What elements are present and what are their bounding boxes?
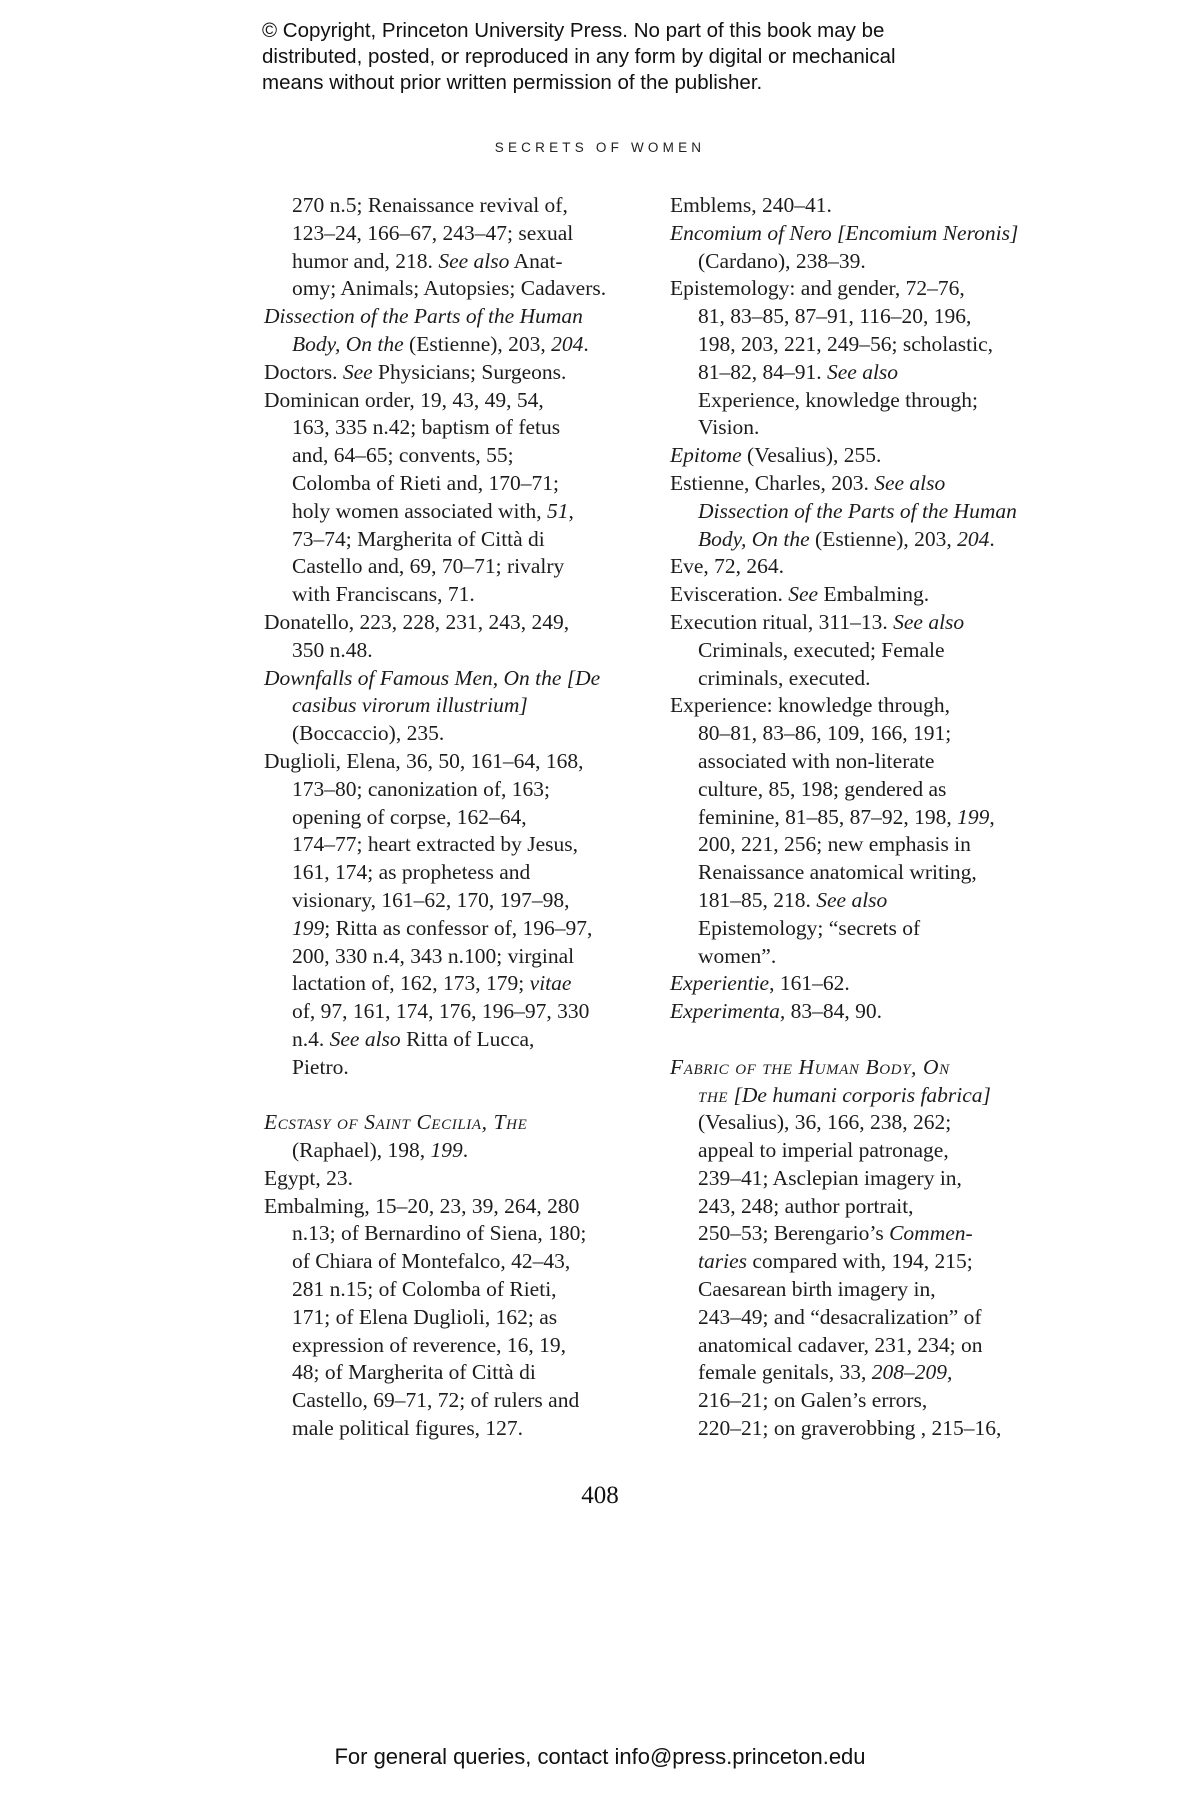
entry-line xyxy=(670,275,1042,303)
text-run: holy women associated with, xyxy=(292,498,547,523)
text-run: criminals, executed. xyxy=(698,665,871,690)
text-run: feminine, 81–85, 87–92, 198, xyxy=(698,804,958,829)
text-run: with Franciscans, 71. xyxy=(292,582,475,607)
text-run: 171; of Elena Duglioli, 162; as xyxy=(292,1304,558,1329)
text-run: Ritta of Lucca, xyxy=(400,1026,535,1051)
entry-line xyxy=(698,526,1042,554)
text-run: Pietro. xyxy=(292,1054,349,1079)
entry-line xyxy=(698,720,1042,748)
entry-line xyxy=(670,609,1042,637)
text-run: Body, On the xyxy=(292,331,404,356)
text-run: (Estienne), 203, xyxy=(809,526,958,551)
text-run: women”. xyxy=(698,943,777,968)
entry-line xyxy=(698,414,1042,442)
entry-line xyxy=(264,665,636,693)
text-run: , xyxy=(568,498,574,523)
text-run: Dissection of the Parts of the Human xyxy=(264,304,583,329)
entry-line xyxy=(292,275,636,303)
entry-line xyxy=(264,303,636,331)
entry-line xyxy=(698,943,1042,971)
text-run: 51 xyxy=(546,498,569,523)
text-run: Downfalls of Famous Men, On the [De xyxy=(264,665,601,690)
entry-line xyxy=(670,553,1042,581)
entry-gap xyxy=(264,1082,636,1110)
entry-line xyxy=(292,331,636,359)
text-run: culture, 85, 198; gendered as xyxy=(698,776,947,801)
text-run: 350 n.48. xyxy=(292,637,373,662)
index-column-right xyxy=(670,192,1042,1443)
entry-line xyxy=(670,970,1042,998)
text-run: (Estienne), 203, xyxy=(403,331,552,356)
index-entry xyxy=(670,581,1042,609)
entry-line xyxy=(698,303,1042,331)
index-column-left xyxy=(264,192,636,1443)
entry-line xyxy=(698,1082,1042,1110)
entry-line xyxy=(698,1193,1042,1221)
index-entry xyxy=(670,1054,1042,1443)
text-run: 281 n.15; of Colomba of Rieti, xyxy=(292,1277,557,1302)
text-run: Embalming. xyxy=(818,582,930,607)
text-run: 173–80; canonization of, 163; xyxy=(292,776,550,801)
entry-line xyxy=(264,1193,636,1221)
text-run: (Vesalius), 36, 166, 238, 262; xyxy=(698,1110,952,1135)
text-run: Eve, 72, 264. xyxy=(670,554,785,579)
entry-line xyxy=(292,859,636,887)
index-entry xyxy=(264,359,636,387)
text-run: 80–81, 83–86, 109, 166, 191; xyxy=(698,721,952,746)
entry-line xyxy=(698,1248,1042,1276)
entry-line xyxy=(292,1248,636,1276)
text-run: expression of reverence, 16, 19, xyxy=(292,1332,567,1357)
entry-line xyxy=(698,1137,1042,1165)
copyright-line: distributed, posted, or reproduced in any form by digital or mechanical xyxy=(262,45,896,68)
text-run: 123–24, 166–67, 243–47; sexual xyxy=(292,220,574,245)
text-run: Embalming, 15–20, 23, 39, 264, 280 xyxy=(264,1193,580,1218)
text-run: 199 xyxy=(292,915,325,940)
text-run: 204 xyxy=(551,331,584,356)
entry-line xyxy=(292,414,636,442)
index-entry xyxy=(670,609,1042,692)
entry-line xyxy=(264,748,636,776)
text-run: opening of corpse, 162–64, xyxy=(292,804,527,829)
index-entry xyxy=(670,220,1042,276)
entry-line xyxy=(292,1026,636,1054)
page-number: 408 xyxy=(581,1482,619,1509)
entry-line xyxy=(292,470,636,498)
text-run: Caesarean birth imagery in, xyxy=(698,1277,936,1302)
text-run: compared with, 194, 215; xyxy=(746,1249,973,1274)
text-run: male political figures, 127. xyxy=(292,1416,524,1441)
entry-line xyxy=(292,442,636,470)
text-run: Vision. xyxy=(698,415,760,440)
text-run: 163, 335 n.42; baptism of fetus xyxy=(292,415,561,440)
entry-line xyxy=(698,248,1042,276)
text-run: Estienne, Charles, 203. xyxy=(670,470,875,495)
text-run: 161, 174; as prophetess and xyxy=(292,860,531,885)
entry-line xyxy=(670,692,1042,720)
text-run: of Chiara of Montefalco, 42–43, xyxy=(292,1249,571,1274)
entry-line xyxy=(292,970,636,998)
text-run: 73–74; Margherita of Città di xyxy=(292,526,545,551)
entry-line xyxy=(698,1220,1042,1248)
text-run: See also xyxy=(438,248,510,273)
entry-line xyxy=(292,581,636,609)
text-run: n.4. xyxy=(292,1026,330,1051)
entry-line xyxy=(292,692,636,720)
text-run: [De humani corporis fabrica] xyxy=(728,1082,991,1107)
entry-line xyxy=(292,1054,636,1082)
entry-line xyxy=(292,498,636,526)
text-run: 208–209, xyxy=(871,1360,953,1385)
index-entry xyxy=(264,192,636,303)
index-entry xyxy=(264,1109,636,1165)
text-run: (Cardano), 238–39. xyxy=(698,248,866,273)
text-run: 81–82, 84–91. xyxy=(698,359,827,384)
entry-line xyxy=(698,859,1042,887)
text-run: of, 97, 161, 174, 176, 196–97, 330 xyxy=(292,999,590,1024)
text-run: 220–21; on graverobbing , 215–16, xyxy=(698,1416,1002,1441)
text-run: 181–85, 218. xyxy=(698,887,817,912)
entry-line xyxy=(292,1304,636,1332)
entry-line xyxy=(292,915,636,943)
entry-line xyxy=(698,498,1042,526)
text-run: Epitome xyxy=(670,443,742,468)
text-run: Execution ritual, 311–13. xyxy=(670,609,894,634)
entry-line xyxy=(292,553,636,581)
text-run: See also xyxy=(893,609,965,634)
running-head: SECRETS OF WOMEN xyxy=(494,140,706,155)
index-entry xyxy=(670,192,1042,220)
text-run: Egypt, 23. xyxy=(264,1165,353,1190)
index-entry xyxy=(264,303,636,359)
text-run: 48; of Margherita of Città di xyxy=(292,1360,536,1385)
text-run: visionary, 161–62, 170, 197–98, xyxy=(292,887,570,912)
text-run: taries xyxy=(698,1249,747,1274)
entry-line xyxy=(698,637,1042,665)
entry-line xyxy=(292,1220,636,1248)
index-entry xyxy=(670,470,1042,553)
entry-line xyxy=(670,581,1042,609)
entry-line xyxy=(670,998,1042,1026)
text-run: Body, On the xyxy=(698,526,810,551)
text-run: 200, 330 n.4, 343 n.100; virginal xyxy=(292,943,575,968)
text-run: See also xyxy=(827,359,899,384)
text-run: Donatello, 223, 228, 231, 243, 249, xyxy=(264,609,570,634)
entry-line xyxy=(292,1276,636,1304)
text-run: and, 64–65; convents, 55; xyxy=(292,443,514,468)
text-run: Ecstasy of Saint Cecilia, The xyxy=(264,1110,528,1135)
text-run: omy; Animals; Autopsies; Cadavers. xyxy=(292,276,607,301)
entry-line xyxy=(292,776,636,804)
text-run: Dissection of the Parts of the Human xyxy=(698,498,1017,523)
entry-line xyxy=(698,1276,1042,1304)
text-run: 204 xyxy=(957,526,990,551)
text-run: 199 xyxy=(430,1138,463,1163)
entry-line xyxy=(670,470,1042,498)
copyright-line: means without prior written permission of the publisher. xyxy=(262,71,763,94)
entry-line xyxy=(292,1415,636,1443)
text-run: See also xyxy=(329,1026,401,1051)
text-run: Commen- xyxy=(889,1221,973,1246)
index-entry xyxy=(264,1165,636,1193)
text-run: Colomba of Rieti and, 170–71; xyxy=(292,470,559,495)
entry-line xyxy=(698,1109,1042,1137)
text-run: vitae xyxy=(529,971,572,996)
entry-line xyxy=(698,1332,1042,1360)
text-run: Experience, knowledge through; xyxy=(698,387,979,412)
text-run: casibus virorum illustrium] xyxy=(292,693,528,718)
text-run: See xyxy=(788,582,819,607)
text-run: appeal to imperial patronage, xyxy=(698,1138,949,1163)
text-run: Emblems, 240–41. xyxy=(670,193,832,217)
text-run: Castello, 69–71, 72; of rulers and xyxy=(292,1388,580,1413)
entry-line xyxy=(698,804,1042,832)
entry-line xyxy=(698,831,1042,859)
text-run: (Vesalius), 255. xyxy=(741,443,882,468)
entry-line xyxy=(698,1304,1042,1332)
entry-line xyxy=(670,1054,1042,1082)
text-run: See also xyxy=(874,470,946,495)
text-run: lactation of, 162, 173, 179; xyxy=(292,971,530,996)
text-run: Encomium of Nero [Encomium Neronis] xyxy=(670,220,1019,245)
index-entry xyxy=(670,553,1042,581)
entry-line xyxy=(264,387,636,415)
text-run: . xyxy=(462,1138,469,1163)
entry-line xyxy=(698,1359,1042,1387)
copyright-notice xyxy=(262,18,1022,96)
text-run: 239–41; Asclepian imagery in, xyxy=(698,1165,962,1190)
text-run: 199 xyxy=(957,804,990,829)
text-run: Fabric of the Human Body, On xyxy=(670,1054,950,1079)
text-run: 243–49; and “desacralization” of xyxy=(698,1304,982,1329)
entry-line xyxy=(292,831,636,859)
entry-line xyxy=(698,748,1042,776)
entry-line xyxy=(292,887,636,915)
index-entry xyxy=(264,609,636,665)
entry-line xyxy=(698,776,1042,804)
entry-line xyxy=(698,1415,1042,1443)
index-entry xyxy=(670,692,1042,970)
text-run: Epistemology; “secrets of xyxy=(698,915,921,940)
text-run: See also xyxy=(816,887,888,912)
entry-line xyxy=(292,1387,636,1415)
index-entry xyxy=(264,387,636,609)
index-entry xyxy=(264,665,636,748)
text-run: anatomical cadaver, 231, 234; on xyxy=(698,1332,983,1357)
text-run: . xyxy=(583,331,589,356)
entry-line xyxy=(292,1137,636,1165)
entry-line xyxy=(698,331,1042,359)
index-entry xyxy=(670,998,1042,1026)
entry-line xyxy=(292,943,636,971)
text-run: Epistemology: and gender, 72–76, xyxy=(670,276,965,301)
entry-line xyxy=(698,359,1042,387)
entry-line xyxy=(698,665,1042,693)
entry-line xyxy=(698,887,1042,915)
text-run: Criminals, executed; Female xyxy=(698,637,945,662)
entry-line xyxy=(292,720,636,748)
entry-gap xyxy=(670,1026,1042,1054)
text-run: Castello and, 69, 70–71; rivalry xyxy=(292,554,565,579)
entry-line xyxy=(292,998,636,1026)
text-run: , 161–62. xyxy=(769,971,850,996)
text-run: (Raphael), 198, xyxy=(292,1138,431,1163)
entry-line xyxy=(264,609,636,637)
entry-line xyxy=(292,526,636,554)
index-entry xyxy=(670,275,1042,442)
entry-line xyxy=(698,1387,1042,1415)
text-run: humor and, 218. xyxy=(292,248,439,273)
entry-line xyxy=(292,1359,636,1387)
text-run: Evisceration. xyxy=(670,582,789,607)
text-run: See xyxy=(342,359,373,384)
text-run: 81, 83–85, 87–91, 116–20, 196, xyxy=(698,304,972,329)
entry-line xyxy=(292,637,636,665)
text-run: Physicians; Surgeons. xyxy=(372,359,567,384)
index-entry xyxy=(264,1193,636,1443)
text-run: Experientie xyxy=(670,971,770,996)
entry-line xyxy=(292,248,636,276)
entry-line xyxy=(698,387,1042,415)
text-run: n.13; of Bernardino of Siena, 180; xyxy=(292,1221,587,1246)
text-run: , xyxy=(989,804,995,829)
text-run: 250–53; Berengario’s xyxy=(698,1221,890,1246)
text-run: Doctors. xyxy=(264,359,343,384)
entry-line xyxy=(292,804,636,832)
text-run: 243, 248; author portrait, xyxy=(698,1193,914,1218)
text-run: 198, 203, 221, 249–56; scholastic, xyxy=(698,331,994,356)
text-run: the xyxy=(698,1082,729,1107)
footer-contact: For general queries, contact info@press.princeton.edu xyxy=(334,1744,866,1769)
text-run: . xyxy=(989,526,995,551)
text-run: ; Ritta as confessor of, 196–97, xyxy=(324,915,593,940)
entry-line xyxy=(670,192,1042,220)
text-run: Anat- xyxy=(509,248,563,273)
entry-line xyxy=(264,359,636,387)
text-run: (Boccaccio), 235. xyxy=(292,721,445,746)
text-run: associated with non-literate xyxy=(698,748,935,773)
text-run: 200, 221, 256; new emphasis in xyxy=(698,832,971,857)
index-entry xyxy=(670,442,1042,470)
text-run: Experimenta, xyxy=(670,999,786,1024)
text-run: Renaissance anatomical writing, xyxy=(698,860,977,885)
entry-line xyxy=(292,220,636,248)
text-run: 83–84, 90. xyxy=(785,999,882,1024)
text-run: 174–77; heart extracted by Jesus, xyxy=(292,832,578,857)
text-run: Experience: knowledge through, xyxy=(670,693,951,718)
copyright-line: © Copyright, Princeton University Press. No part of this book may be xyxy=(262,19,885,42)
entry-line xyxy=(292,192,636,220)
entry-line xyxy=(698,915,1042,943)
text-run: female genitals, 33, xyxy=(698,1360,872,1385)
index-entry xyxy=(264,748,636,1082)
entry-line xyxy=(670,442,1042,470)
text-run: 216–21; on Galen’s errors, xyxy=(698,1388,928,1413)
text-run: Duglioli, Elena, 36, 50, 161–64, 168, xyxy=(264,748,584,773)
entry-line xyxy=(292,1332,636,1360)
entry-line xyxy=(670,220,1042,248)
text-run: Dominican order, 19, 43, 49, 54, xyxy=(264,387,544,412)
text-run: 270 n.5; Renaissance revival of, xyxy=(292,193,568,217)
entry-line xyxy=(698,1165,1042,1193)
entry-line xyxy=(264,1165,636,1193)
entry-line xyxy=(264,1109,636,1137)
index-entry xyxy=(670,970,1042,998)
